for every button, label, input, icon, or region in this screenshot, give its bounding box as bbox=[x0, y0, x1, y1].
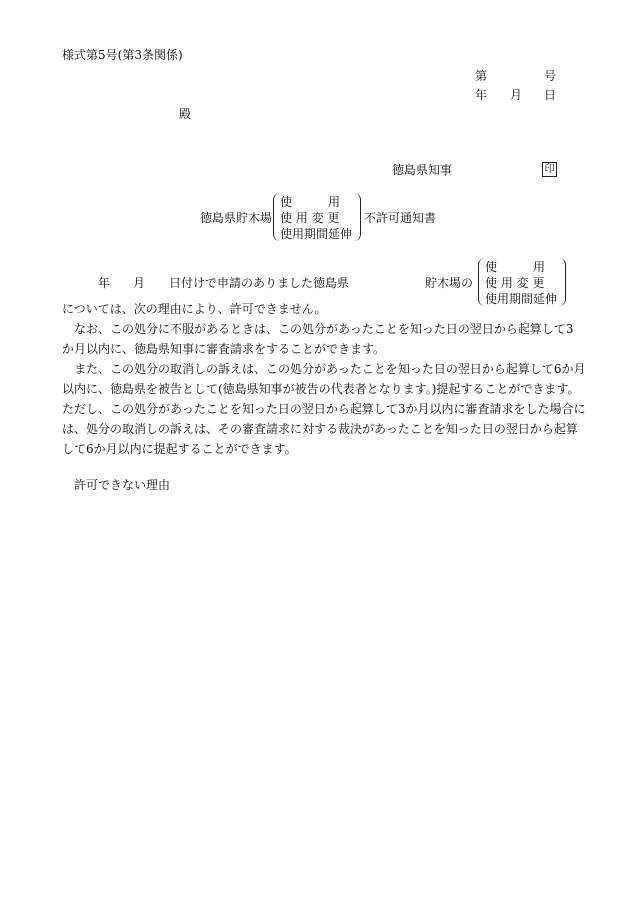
body-paragraph-3-line-3: ただし、この処分があったことを知った日の翌日から起算して3か月以内に審査請求をした場合に bbox=[62, 402, 586, 416]
body-paragraph-1: については、次の理由により、許可できません。 bbox=[62, 302, 327, 316]
intro-month: 月 bbox=[133, 276, 146, 290]
intro-place: 貯木場の bbox=[425, 276, 474, 290]
title-choices bbox=[280, 194, 352, 242]
intro-year: 年 bbox=[98, 276, 111, 290]
body-paragraph-3-line-1: また、この処分の取消しの訴えは、この処分があったことを知った日の翌日から起算して6か月 bbox=[74, 362, 586, 376]
body-paragraph-3-line-4: は、処分の取消しの訴えは、その審査請求に対する裁決があったことを知った日の翌日から起算 bbox=[62, 422, 578, 436]
form-label: 様式第5号(第3条関係) bbox=[62, 48, 183, 62]
intro-choice-change: 使 用 変 更 bbox=[485, 276, 545, 290]
intro-choice-use: 使 用 bbox=[485, 260, 546, 274]
intro-text: 日付けで申請のありました徳島県 bbox=[169, 276, 350, 290]
date-year: 年 bbox=[475, 88, 488, 102]
notice-title-prefix: 徳島県貯木場 bbox=[200, 211, 273, 225]
body-paragraph-3-line-2: 以内に、徳島県を被告として(徳島県知事が被告の代表者となります。)提起することができます。 bbox=[62, 382, 580, 396]
body-paragraph-2-line-2: か月以内に、徳島県知事に審査請求をすることができます。 bbox=[62, 342, 386, 356]
notice-title-suffix: 不許可通知書 bbox=[364, 211, 437, 225]
intro-choice-extend: 使用期間延伸 bbox=[485, 292, 558, 306]
body-paragraph-3-line-5: して6か月以内に提起することができます。 bbox=[62, 442, 297, 456]
reason-heading: 許可できない理由 bbox=[74, 478, 171, 492]
title-choice-extend: 使用期間延伸 bbox=[280, 227, 353, 241]
body-text bbox=[62, 299, 586, 459]
issuer-title: 徳島県知事 bbox=[392, 163, 453, 177]
seal-mark: 印 bbox=[542, 162, 557, 177]
title-choice-use: 使 用 bbox=[280, 195, 341, 209]
title-choice-change: 使 用 変 更 bbox=[280, 211, 340, 225]
number-dai: 第 bbox=[475, 69, 488, 83]
number-go: 号 bbox=[544, 69, 557, 83]
body-paragraph-2-line-1: なお、この処分に不服があるときは、この処分があったことを知った日の翌日から起算して3 bbox=[74, 322, 574, 336]
date-month: 月 bbox=[510, 88, 523, 102]
addressee-suffix: 殿 bbox=[179, 107, 192, 121]
date-day: 日 bbox=[544, 88, 557, 102]
